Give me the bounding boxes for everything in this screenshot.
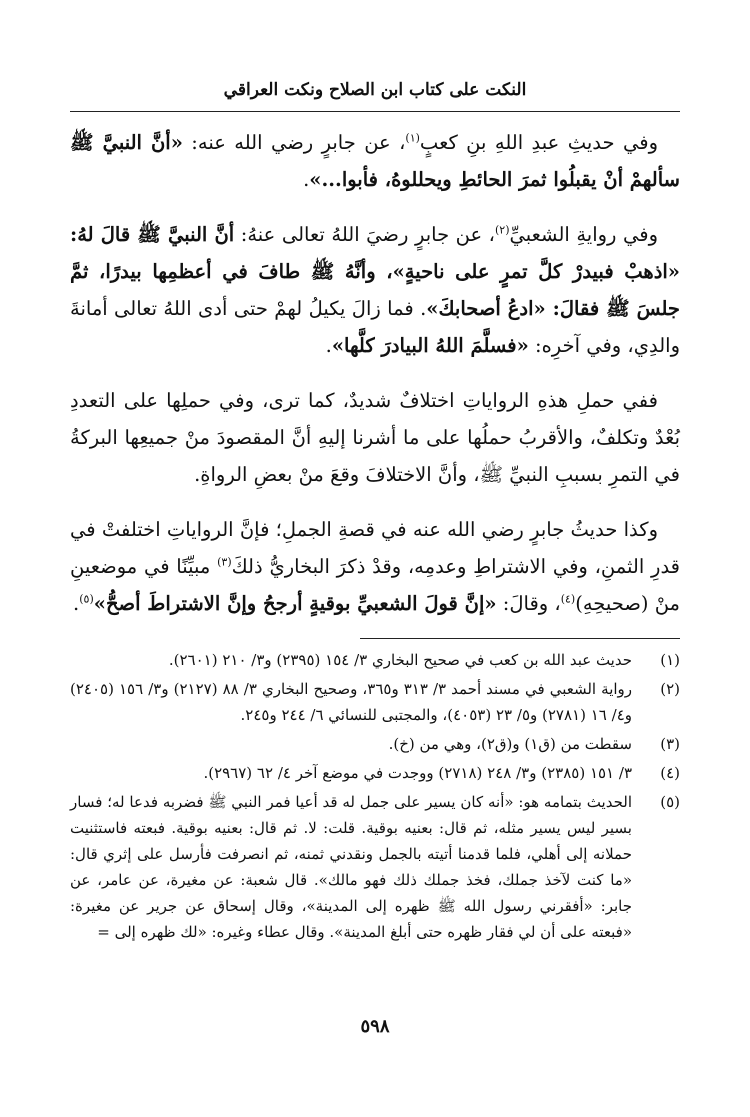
footnote-rule: [360, 638, 680, 639]
footnote-ref[interactable]: (١): [405, 131, 420, 145]
text-run: .: [73, 592, 80, 615]
header-rule: [70, 111, 680, 112]
running-header: النكت على كتاب ابن الصلاح ونكت العراقي: [223, 80, 527, 100]
footnote-number: (٥): [660, 793, 680, 811]
text-run: ، عن جابرٍ رضي الله عنه:: [182, 131, 406, 154]
footnote-ref[interactable]: (٤): [560, 592, 576, 606]
footnotes: [70, 647, 680, 948]
text-run: وفي روايةِ الشعبيِّ: [509, 223, 659, 246]
paragraph-2: [70, 216, 680, 364]
text-run: وفي حديثِ عبدِ اللهِ بنِ كعبٍ: [419, 131, 659, 154]
footnote-text: سقطت من (ق١) و(ق٢)، وهي من (خ).: [388, 735, 632, 753]
footnote-ref[interactable]: (٥): [79, 592, 94, 606]
hadith-quote: «أنَّ النبيَّ ﷺ سألهمْ أنْ يقبلُوا ثمرَ الحائطِ ويحللوهُ، فأبوا...»: [70, 131, 680, 191]
main-text: [70, 124, 680, 640]
footnote-number: (٤): [660, 764, 680, 782]
text-run: وكذا حديثُ جابرٍ رضي الله عنه في قصةِ الجملِ؛ فإنَّ الرواياتِ اختلفتْ في قدرِ الثمنِ، وفي الاشتراطِ وعدمِه، وقدْ ذكرَ البخاريُّ ذلكَ: [70, 518, 680, 578]
footnote-text: ٣/ ١٥١ (٢٣٨٥) و٣/ ٢٤٨ (٢٧١٨) ووجدت في موضع آخر ٤/ ٦٢ (٢٩٦٧).: [203, 764, 632, 782]
paragraph-3: ففي حملِ هذهِ الرواياتِ اختلافٌ شديدٌ، كما ترى، وفي حملِها على التعددِ بُعْدٌ وتكلفٌ، والأقربُ حملُها على ما أشرنا إليهِ أنَّ المقصودَ منْ جميعِها البركةُ في التمرِ بسببِ النبيِّ ﷺ، وأنَّ الاختلافَ وقعَ منْ بعضِ الرواةِ.: [70, 389, 680, 486]
hadith-quote: أنَّ النبيَّ ﷺ قالَ لهُ: «اذهبْ فبيدرْ كلَّ تمرٍ على ناحيةٍ»، وأنَّهُ ﷺ طافَ في أعظمِها بيدرًا، ثمَّ جلسَ ﷺ فقالَ: «ادعُ أصحابكَ»: [70, 223, 680, 320]
paragraph-4: [70, 511, 680, 622]
page-number: ٥٩٨: [360, 1016, 390, 1037]
footnote-text: الحديث بتمامه هو: «أنه كان يسير على جمل له قد أعيا فمر النبي ﷺ فضربه فدعا له؛ فسار بسير ليس يسير مثله، ثم قال: بعنيه بوقية. قلت: لا. ثم قال: بعنيه بوقية. فبعته فاستثنيت حملانه إلى أهلي، فلما قدمنا أتيته بالجمل ونقدني ثمنه، ثم انصرفت فأرسل على إثري قال: «ما كنت لآخذ جملك، فخذ جملك ذلك فهو مالك». قال شعبة: عن مغيرة، عن عامر، عن جابر: «أفقرني رسول الله ﷺ ظهره إلى المدينة»، وقال إسحاق عن جرير عن مغيرة: «فبعته على أن لي فقار ظهره حتى أبلغ المدينة». وقال عطاء وغيره: «لك ظهره إلى =: [70, 793, 632, 941]
text-run: . فما زالَ يكيلُ لهمْ حتى أدى اللهُ تعالى أمانةَ والدِي، وفي آخرِه:: [70, 297, 680, 357]
text-run: ، وقالَ:: [496, 592, 561, 615]
hadith-quote: «فسلَّمَ اللهُ البيادرَ كلَّها»: [331, 334, 529, 357]
text-run: .: [325, 334, 332, 357]
footnote-ref[interactable]: (٣): [217, 555, 232, 569]
footnote: [70, 676, 680, 728]
text-run: .: [303, 168, 310, 191]
paragraph-1: [70, 124, 680, 198]
footnote-number: (٣): [660, 735, 680, 753]
hadith-quote: «إنَّ قولَ الشعبيِّ بوقيةٍ أرجحُ وإنَّ الاشتراطَ أصحُّ»: [93, 592, 497, 615]
footnote-number: (١): [660, 651, 680, 669]
footnote-text: حديث عبد الله بن كعب في صحيح البخاري ٣/ ١٥٤ (٢٣٩٥) و٣/ ٢١٠ (٢٦٠١).: [168, 651, 632, 669]
footnote: [70, 731, 680, 757]
footnote-ref[interactable]: (٢): [494, 223, 510, 237]
footnote: [70, 647, 680, 673]
footnote: [70, 760, 680, 786]
footnote: [70, 789, 680, 945]
footnote-number: (٢): [660, 680, 680, 698]
text-run: ، عن جابرٍ رضيَ اللهُ تعالى عنهُ:: [234, 223, 495, 246]
text-run: مبيِّنًا في موضعينِ منْ (صحيحِهِ): [70, 555, 680, 615]
footnote-text: رواية الشعبي في مسند أحمد ٣/ ٣١٣ و٣٦٥، وصحيح البخاري ٣/ ٨٨ (٢١٢٧) و٣/ ١٥٦ (٢٤٠٥) و٤/ ١٦ (٢٧٨١) و٥/ ٢٣ (٤٠٥٣)، والمجتبى للنسائي ٦/ ٢٤٤ و٢٤٥.: [70, 680, 633, 724]
